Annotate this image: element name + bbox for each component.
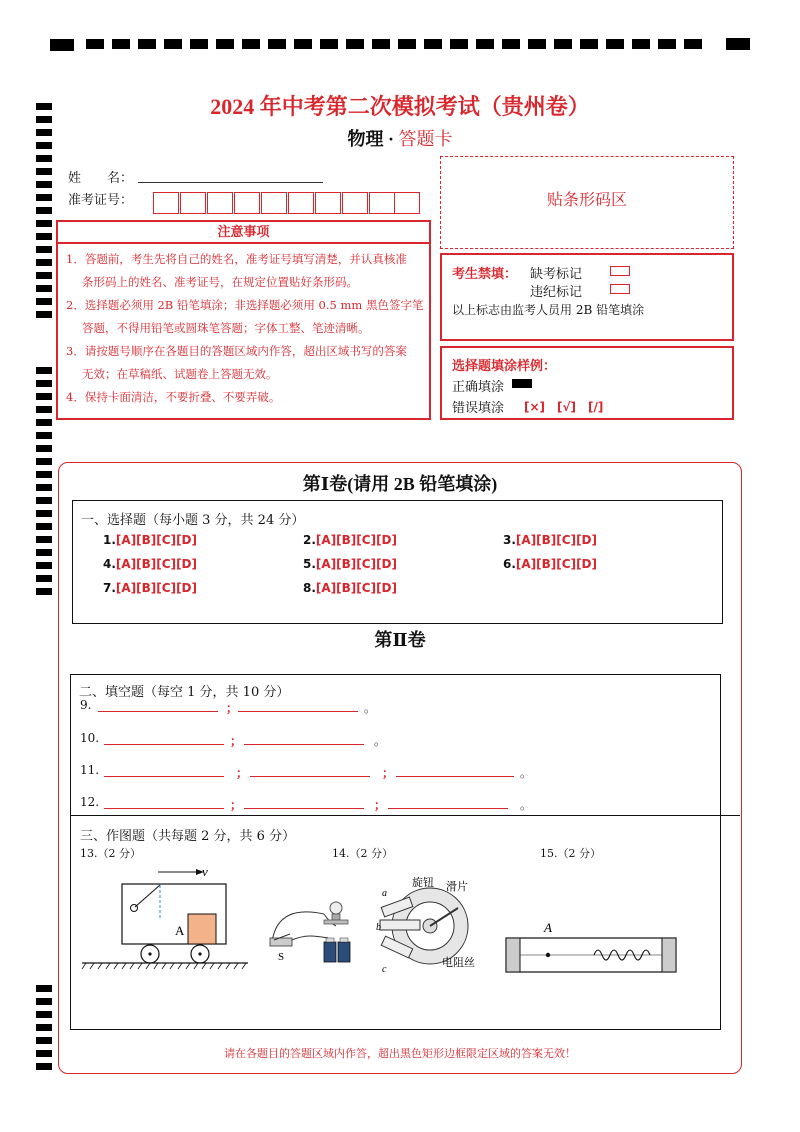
subject-line <box>0 125 800 151</box>
choice-q4[interactable]: 4.[A][B][C][D] <box>103 557 197 571</box>
separator: ； <box>226 701 239 715</box>
notice-item: 无效；在草稿纸、试题卷上答题无效。 <box>82 367 278 381</box>
answer-blank[interactable] <box>388 795 508 809</box>
terminal-a-label: a <box>382 888 387 899</box>
forbidden-label: 考生禁填： <box>452 267 518 282</box>
wrong-fill-samples: [×] [√] [/] <box>524 400 604 414</box>
choice-q1[interactable]: 1.[A][B][C][D] <box>103 533 197 547</box>
potentiometer-figure[interactable] <box>372 874 492 978</box>
notice-item: 答题，不得用铅笔或圆珠笔答题；字体工整、笔迹清晰。 <box>82 321 370 335</box>
notice-box <box>56 220 431 420</box>
q13-label: 13.（2 分） <box>80 847 141 860</box>
answer-blank[interactable] <box>396 763 514 777</box>
answer-blank[interactable] <box>104 763 224 777</box>
subject-separator: · <box>387 129 394 149</box>
forbidden-note: 以上标志由监考人员用 2B 铅笔填涂 <box>452 303 645 317</box>
choice-q5[interactable]: 5.[A][B][C][D] <box>303 557 397 571</box>
spring-figure[interactable] <box>502 916 682 976</box>
q14-label: 14.（2 分） <box>332 847 393 860</box>
correct-fill-sample <box>512 379 532 388</box>
id-label: 准考证号： <box>68 192 134 207</box>
switch-label: S <box>278 951 285 963</box>
notice-item: 3．请按题号顺序在各题目的答题区域内作答，超出区域书写的答案 <box>66 344 407 358</box>
period: 。 <box>374 734 387 748</box>
answer-blank[interactable] <box>244 795 364 809</box>
block-label: A <box>175 923 185 938</box>
knob-label: 旋钮 <box>412 876 434 889</box>
period: 。 <box>520 766 533 780</box>
separator: ； <box>236 766 249 780</box>
choice-q6[interactable]: 6.[A][B][C][D] <box>503 557 597 571</box>
subject-name: 物理 <box>347 129 384 149</box>
notice-item: 1．答题前，考生先将自己的姓名，准考证号填写清楚，并认真核准 <box>66 252 407 266</box>
drawing-section-title: 三、作图题（共每题 2 分，共 6 分） <box>80 829 296 844</box>
terminal-c-label: c <box>382 964 387 975</box>
notice-item: 条形码上的姓名、准考证号，在规定位置贴好条形码。 <box>82 275 358 289</box>
q15-label: 15.（2 分） <box>540 847 601 860</box>
name-field[interactable] <box>138 182 323 183</box>
choice-q2[interactable]: 2.[A][B][C][D] <box>303 533 397 547</box>
answer-blank[interactable] <box>238 698 358 712</box>
barcode-area: 贴条形码区 <box>440 156 734 249</box>
separator: ； <box>382 766 395 780</box>
terminal-b-label: b <box>376 922 381 933</box>
exam-title: 2024 年中考第二次模拟考试（贵州卷） <box>210 94 590 119</box>
question-9-label: 9. <box>80 698 92 712</box>
name-label: 姓 名： <box>68 170 134 185</box>
circuit-figure[interactable] <box>266 894 366 970</box>
choice-q3[interactable]: 3.[A][B][C][D] <box>503 533 597 547</box>
choice-section-title: 一、选择题（每小题 3 分，共 24 分） <box>81 513 305 528</box>
part1-title: 第Ⅰ卷(请用 2B 铅笔填涂) <box>302 474 498 494</box>
period: 。 <box>364 701 377 715</box>
period: 。 <box>520 798 533 812</box>
absent-mark-box[interactable] <box>610 266 630 276</box>
notice-item: 2．选择题必须用 2B 铅笔填涂；非选择题必须用 0.5 mm 黑色签字笔 <box>66 298 424 312</box>
resistance-wire-label: 电阻丝 <box>442 956 475 969</box>
absent-label: 缺考标记 <box>530 267 583 282</box>
answer-blank[interactable] <box>104 731 224 745</box>
answer-blank[interactable] <box>244 731 364 745</box>
notice-heading: 注意事项 <box>58 222 429 244</box>
separator: ； <box>230 798 243 812</box>
correct-label: 正确填涂 <box>452 380 505 395</box>
wrong-label: 错误填涂 <box>452 401 505 416</box>
fill-sample-box <box>440 346 734 420</box>
cart-figure[interactable] <box>80 862 280 972</box>
velocity-label: v <box>202 864 208 879</box>
violation-mark-box[interactable] <box>610 284 630 294</box>
answer-blank[interactable] <box>250 763 370 777</box>
answer-blank[interactable] <box>98 698 218 712</box>
examiner-only-box <box>440 253 734 341</box>
slider-label: 滑片 <box>446 880 468 893</box>
sample-label: 选择题填涂样例： <box>452 359 557 374</box>
separator: ； <box>374 798 387 812</box>
choice-q8[interactable]: 8.[A][B][C][D] <box>303 581 397 595</box>
answer-blank[interactable] <box>104 795 224 809</box>
separator: ； <box>230 734 243 748</box>
question-10-label: 10. <box>80 731 100 745</box>
fill-section-title: 二、填空题（每空 1 分，共 10 分） <box>79 685 290 700</box>
footer-note: 请在各题目的答题区域内作答，超出黑色矩形边框限定区域的答案无效！ <box>224 1047 576 1060</box>
violation-label: 违纪标记 <box>530 285 583 300</box>
card-label: 答题卡 <box>398 129 453 149</box>
notice-item: 4．保持卡面清洁，不要折叠、不要弄破。 <box>66 390 281 404</box>
point-a-label: A <box>544 920 552 935</box>
question-12-label: 12. <box>80 795 100 809</box>
question-11-label: 11. <box>80 763 100 777</box>
part2-title: 第Ⅱ卷 <box>374 630 426 650</box>
choice-q7[interactable]: 7.[A][B][C][D] <box>103 581 197 595</box>
